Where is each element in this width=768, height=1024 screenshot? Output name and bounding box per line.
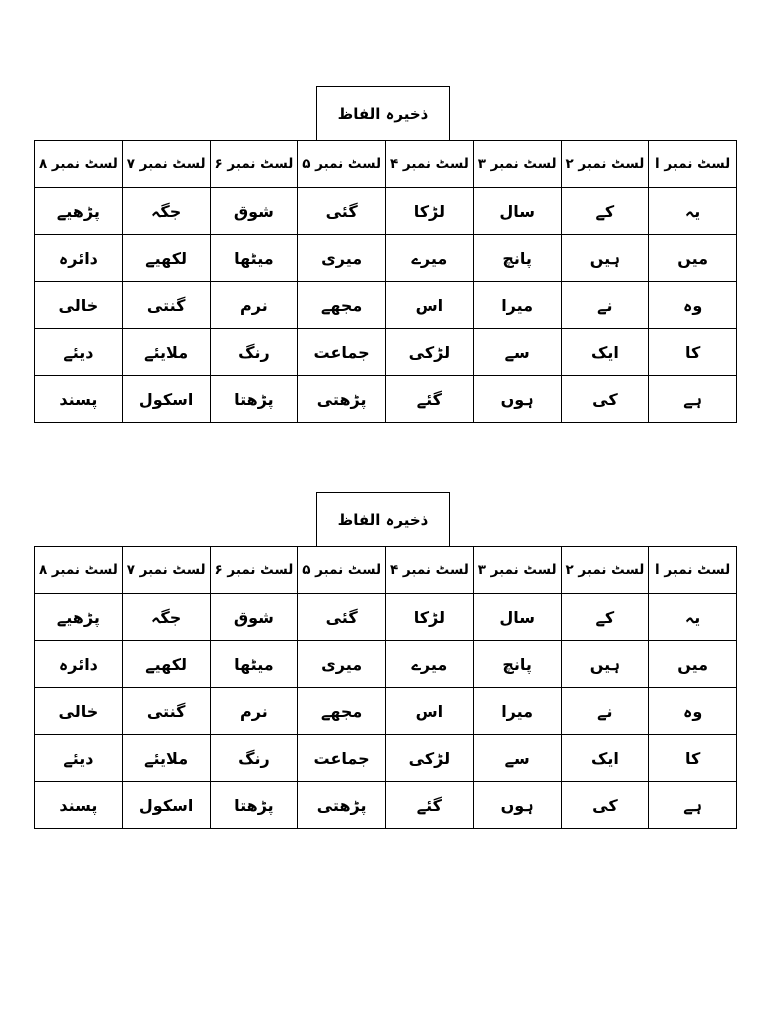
word-cell: اسکول	[122, 376, 210, 423]
word-cell: میں	[649, 641, 737, 688]
column-header: لسٹ نمبر ۸	[35, 547, 123, 594]
word-cell: ہیں	[561, 641, 649, 688]
table-row	[35, 594, 737, 641]
word-cell: خالی	[35, 282, 123, 329]
word-cell: جگہ	[122, 594, 210, 641]
word-cell: دیئے	[35, 329, 123, 376]
word-cell: رنگ	[210, 329, 298, 376]
word-cell: گنتی	[122, 688, 210, 735]
word-cell: اس	[386, 282, 474, 329]
column-header: لسٹ نمبر ۲	[561, 141, 649, 188]
word-cell: یہ	[649, 188, 737, 235]
word-cell: گئے	[386, 782, 474, 829]
column-header: لسٹ نمبر ۴	[386, 141, 474, 188]
column-header: لسٹ نمبر ۵	[298, 141, 386, 188]
word-cell: خالی	[35, 688, 123, 735]
table-row	[35, 282, 737, 329]
word-cell: ہوں	[473, 376, 561, 423]
header-row	[35, 547, 737, 594]
word-cell: سال	[473, 188, 561, 235]
word-cell: پڑھتی	[298, 376, 386, 423]
word-cell: لڑکا	[386, 188, 474, 235]
word-cell: سال	[473, 594, 561, 641]
table-row	[35, 641, 737, 688]
word-cell: میرے	[386, 235, 474, 282]
word-cell: میرا	[473, 282, 561, 329]
table-row	[35, 782, 737, 829]
table-row	[35, 329, 737, 376]
column-header: لسٹ نمبر ۵	[298, 547, 386, 594]
word-cell: دیئے	[35, 735, 123, 782]
vocabulary-table	[34, 140, 737, 423]
word-cell: شوق	[210, 188, 298, 235]
column-header: لسٹ نمبر ا	[649, 141, 737, 188]
column-header: لسٹ نمبر ۷	[122, 141, 210, 188]
column-header: لسٹ نمبر ۶	[210, 141, 298, 188]
column-header: لسٹ نمبر ۸	[35, 141, 123, 188]
word-cell: نرم	[210, 282, 298, 329]
word-cell: نے	[561, 282, 649, 329]
word-cell: میری	[298, 235, 386, 282]
word-cell: ملایئے	[122, 329, 210, 376]
word-cell: جماعت	[298, 329, 386, 376]
word-cell: وہ	[649, 688, 737, 735]
column-header: لسٹ نمبر ۴	[386, 547, 474, 594]
word-cell: لڑکا	[386, 594, 474, 641]
column-header: لسٹ نمبر ۶	[210, 547, 298, 594]
word-cell: لڑکی	[386, 735, 474, 782]
word-cell: پڑھتا	[210, 376, 298, 423]
word-cell: لڑکی	[386, 329, 474, 376]
table-row	[35, 735, 737, 782]
word-cell: سے	[473, 735, 561, 782]
word-cell: میری	[298, 641, 386, 688]
word-cell: کا	[649, 735, 737, 782]
word-cell: ملایئے	[122, 735, 210, 782]
word-cell: دائرہ	[35, 235, 123, 282]
table-row	[35, 188, 737, 235]
word-cell: ہیں	[561, 235, 649, 282]
word-cell: دائرہ	[35, 641, 123, 688]
word-cell: پانچ	[473, 235, 561, 282]
table-row	[35, 235, 737, 282]
column-header: لسٹ نمبر ۳	[473, 547, 561, 594]
word-cell: کی	[561, 782, 649, 829]
table-row	[35, 376, 737, 423]
word-cell: پسند	[35, 782, 123, 829]
word-cell: اسکول	[122, 782, 210, 829]
word-cell: کے	[561, 188, 649, 235]
word-cell: گئے	[386, 376, 474, 423]
word-cell: نرم	[210, 688, 298, 735]
word-cell: گئی	[298, 188, 386, 235]
word-cell: میرا	[473, 688, 561, 735]
word-cell: پڑھتا	[210, 782, 298, 829]
word-cell: میٹھا	[210, 235, 298, 282]
word-cell: لکھیے	[122, 641, 210, 688]
word-cell: لکھیے	[122, 235, 210, 282]
word-cell: کی	[561, 376, 649, 423]
column-header: لسٹ نمبر ا	[649, 547, 737, 594]
word-cell: میرے	[386, 641, 474, 688]
word-cell: مجھے	[298, 282, 386, 329]
column-header: لسٹ نمبر ۳	[473, 141, 561, 188]
word-cell: اس	[386, 688, 474, 735]
word-cell: پسند	[35, 376, 123, 423]
word-cell: سے	[473, 329, 561, 376]
word-cell: نے	[561, 688, 649, 735]
word-cell: یہ	[649, 594, 737, 641]
section-title: ذخیرہ الفاظ	[316, 492, 450, 546]
word-cell: کا	[649, 329, 737, 376]
word-cell: گئی	[298, 594, 386, 641]
vocabulary-table	[34, 546, 737, 829]
word-cell: وہ	[649, 282, 737, 329]
word-cell: ایک	[561, 329, 649, 376]
word-cell: میٹھا	[210, 641, 298, 688]
word-cell: رنگ	[210, 735, 298, 782]
word-cell: جگہ	[122, 188, 210, 235]
word-cell: ہے	[649, 376, 737, 423]
word-cell: ایک	[561, 735, 649, 782]
word-cell: پڑھیے	[35, 188, 123, 235]
header-row	[35, 141, 737, 188]
word-cell: جماعت	[298, 735, 386, 782]
word-cell: میں	[649, 235, 737, 282]
word-cell: کے	[561, 594, 649, 641]
word-cell: شوق	[210, 594, 298, 641]
section-title: ذخیرہ الفاظ	[316, 86, 450, 140]
word-cell: پڑھیے	[35, 594, 123, 641]
table-row	[35, 688, 737, 735]
column-header: لسٹ نمبر ۷	[122, 547, 210, 594]
word-cell: گنتی	[122, 282, 210, 329]
word-cell: مجھے	[298, 688, 386, 735]
word-cell: پڑھتی	[298, 782, 386, 829]
column-header: لسٹ نمبر ۲	[561, 547, 649, 594]
word-cell: ہوں	[473, 782, 561, 829]
word-cell: ہے	[649, 782, 737, 829]
word-cell: پانچ	[473, 641, 561, 688]
